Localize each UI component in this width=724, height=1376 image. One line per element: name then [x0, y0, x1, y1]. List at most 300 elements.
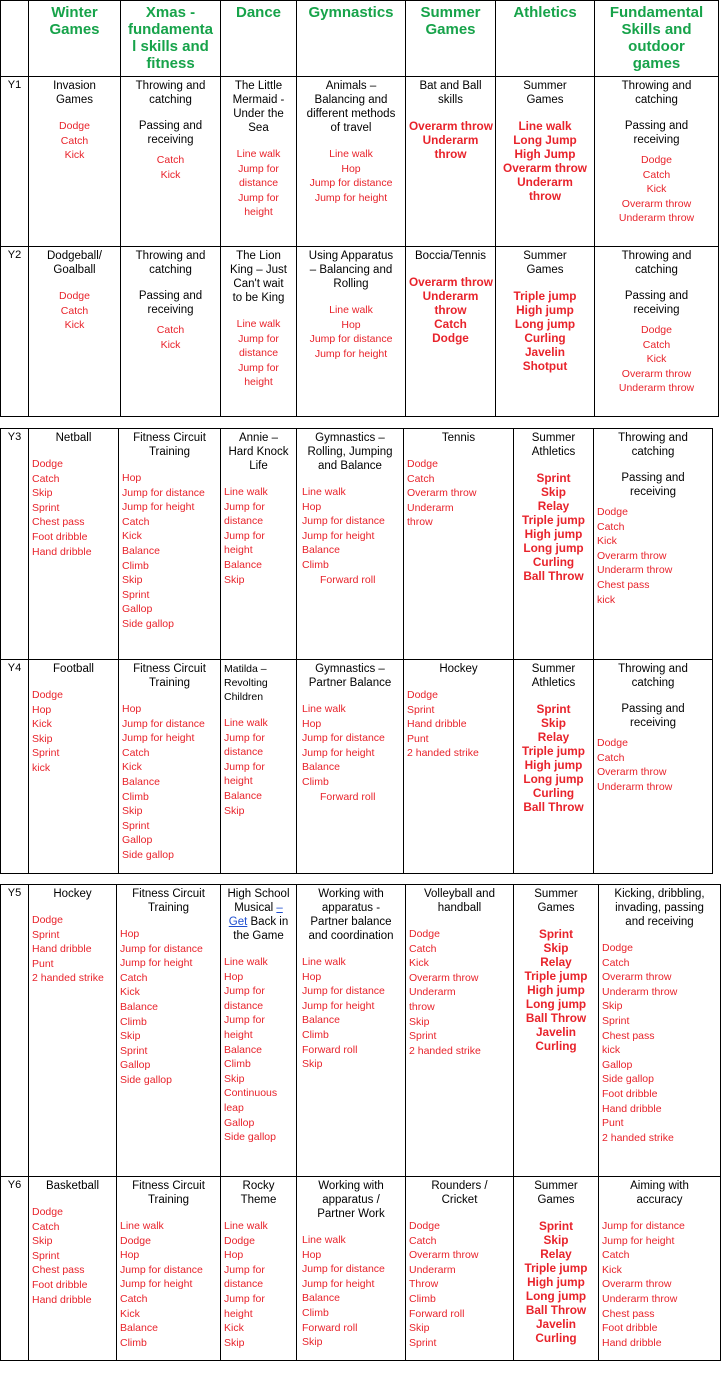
- skill-item: Chest pass: [597, 578, 650, 591]
- skill-item: throw: [409, 1000, 435, 1013]
- skill-item: Forward roll: [320, 790, 376, 803]
- skill-item: Jump for: [224, 1292, 265, 1305]
- activity-cell: [297, 247, 406, 417]
- year-row-y2: [1, 247, 719, 417]
- skill-list: [224, 1219, 293, 1350]
- skill-item: Line walk: [236, 148, 281, 160]
- skill-item: Catch: [602, 1249, 630, 1262]
- spacer: [517, 690, 590, 702]
- spacer: [32, 901, 113, 913]
- skill-item: Hop: [120, 928, 140, 940]
- skill-item: Kick: [160, 338, 181, 351]
- skill-item: Skip: [120, 1030, 141, 1043]
- subtitle-line: Passing and: [624, 120, 689, 132]
- spacer: [32, 445, 115, 457]
- activity-cell: [297, 429, 404, 660]
- skill-item: Punt: [407, 732, 429, 745]
- title-line: catching: [149, 94, 192, 106]
- skill-item: Side gallop: [602, 1073, 654, 1086]
- spacer: [300, 943, 402, 955]
- title-line: to be King: [232, 292, 285, 304]
- activity-title: [598, 79, 715, 107]
- skill-item: Jump for height: [602, 1234, 675, 1247]
- skill-item: Line walk: [329, 148, 373, 160]
- activity-title: [499, 79, 591, 107]
- header-line: fundamenta: [127, 21, 213, 38]
- title-line: Throwing and: [621, 250, 692, 262]
- skill-item: throw: [434, 147, 467, 161]
- skill-list: [407, 688, 510, 761]
- skill-list: [499, 289, 591, 373]
- title-line: Training: [148, 677, 191, 689]
- title-line: Goalball: [53, 264, 96, 276]
- activity-subtitle: [598, 289, 715, 317]
- skill-item: Hop: [341, 318, 361, 331]
- skill-item: High jump: [527, 983, 585, 997]
- skill-item: Overarm throw: [597, 549, 667, 562]
- year-label: Y4: [1, 660, 29, 874]
- title-line: Invasion: [53, 80, 96, 92]
- skill-item: Throw: [409, 1278, 439, 1291]
- header-line: Gymnastics: [308, 4, 394, 21]
- activity-title: [300, 1179, 402, 1221]
- skill-item: Catch: [60, 134, 89, 147]
- skill-item: High Jump: [514, 147, 576, 161]
- title-line: Boccia/Tennis: [415, 250, 486, 262]
- activity-cell: [404, 660, 514, 874]
- activity-title: [409, 1179, 510, 1207]
- skill-item: Jump for: [238, 162, 279, 175]
- skill-item: Forward roll: [302, 1321, 358, 1334]
- skill-item: Hop: [302, 970, 322, 983]
- skill-list: [300, 702, 400, 804]
- skill-item: Curling: [535, 1331, 577, 1345]
- skill-item: Gallop: [122, 834, 153, 847]
- title-line: accuracy: [636, 1194, 683, 1206]
- activity-subtitle: [598, 119, 715, 147]
- activity-title: [120, 887, 217, 915]
- skill-item: Underarm throw: [602, 1292, 678, 1305]
- skill-item: Overarm throw: [597, 766, 667, 779]
- spacer: [409, 263, 492, 275]
- skill-item: Skip: [122, 805, 143, 818]
- skill-item: Dodge: [224, 1234, 255, 1247]
- skill-list: [120, 927, 217, 1088]
- spacer: [124, 277, 217, 289]
- skill-list: [409, 1219, 510, 1350]
- activity-cell: [117, 885, 221, 1177]
- header-winter-games: [29, 1, 121, 77]
- title-line: Using Apparatus: [308, 250, 394, 262]
- skill-list: [409, 927, 510, 1058]
- skill-item: Jump for distance: [120, 942, 203, 955]
- title-line: Animals –: [325, 80, 377, 92]
- activity-title: [300, 431, 400, 473]
- skill-item: Jump for: [224, 1014, 265, 1027]
- activity-title: [517, 662, 590, 690]
- skill-item: Balance: [120, 1000, 158, 1013]
- skill-item: Jump for height: [120, 1278, 193, 1291]
- skill-item: Balance: [302, 544, 340, 557]
- year-label: Y1: [1, 77, 29, 247]
- skill-item: Underarm throw: [597, 780, 673, 793]
- subtitle-line: receiving: [629, 717, 677, 729]
- skill-item: Side gallop: [122, 617, 174, 630]
- skill-item: Gallop: [122, 603, 153, 616]
- skill-item: Hand dribble: [32, 943, 92, 956]
- title-line: Volleyball and: [424, 888, 495, 900]
- skill-item: Sprint: [409, 1336, 437, 1349]
- title-line: Summer: [534, 1180, 578, 1192]
- skill-item: Hop: [32, 703, 52, 716]
- subtitle-line: receiving: [147, 304, 194, 316]
- skill-item: Underarm throw: [602, 985, 678, 998]
- spacer: [224, 135, 293, 147]
- skill-item: Jump for height: [120, 957, 193, 970]
- title-line: Hockey: [53, 888, 92, 900]
- activity-title: [32, 1179, 113, 1193]
- skill-item: Line walk: [302, 703, 346, 715]
- title-line: Partner balance: [310, 916, 392, 928]
- skill-item: 2 handed strike: [32, 972, 104, 985]
- skill-list: [224, 485, 293, 587]
- skill-item: Triple jump: [524, 969, 588, 983]
- skill-item: distance: [238, 177, 279, 190]
- header-line: Games: [49, 21, 100, 38]
- skill-item: Overarm throw: [602, 971, 672, 984]
- skill-item: Gallop: [224, 1116, 255, 1129]
- activity-cell: [121, 77, 221, 247]
- skill-item: Catch: [642, 338, 671, 351]
- activity-subtitle: [597, 702, 709, 730]
- skill-item: Overarm throw: [409, 275, 493, 289]
- skill-item: Curling: [535, 1039, 577, 1053]
- year-row-y6: [1, 1177, 721, 1361]
- subtitle-line: Passing and: [621, 703, 685, 715]
- spacer: [407, 445, 510, 457]
- skill-item: Line walk: [120, 1220, 164, 1232]
- skill-item: Relay: [537, 499, 570, 513]
- skill-item: Chest pass: [32, 1264, 85, 1277]
- activity-cell: [117, 1177, 221, 1361]
- activity-cell: [595, 77, 719, 247]
- skill-item: height: [224, 1028, 253, 1041]
- spacer: [517, 459, 590, 471]
- title-line: Training: [147, 902, 190, 914]
- activity-cell: [221, 1177, 297, 1361]
- skill-item: Line walk: [302, 486, 346, 498]
- title-line: Games: [55, 94, 94, 106]
- skill-item: Sprint: [122, 588, 150, 601]
- skill-item: Line walk: [224, 486, 268, 498]
- spacer: [122, 459, 217, 471]
- skill-item: Jump for height: [122, 732, 195, 745]
- activity-title: [517, 887, 595, 915]
- activity-title: [602, 1179, 717, 1207]
- title-line: of travel: [330, 122, 372, 134]
- skill-item: Balance: [302, 1292, 340, 1305]
- title-line: Throwing and: [618, 663, 688, 675]
- activity-cell: [221, 885, 297, 1177]
- skill-item: Forward roll: [302, 1043, 358, 1056]
- skill-item: Sprint: [32, 1249, 60, 1262]
- activity-cell: [496, 247, 595, 417]
- title-line: Summer: [523, 250, 567, 262]
- skill-item: Foot dribble: [32, 530, 88, 543]
- activity-title: [300, 79, 402, 135]
- title-line: Partner Work: [317, 1208, 385, 1220]
- skill-item: distance: [224, 746, 264, 759]
- skill-item: 2 handed strike: [409, 1044, 481, 1057]
- curriculum-table-y5-y6: [0, 884, 721, 1361]
- title-line: skills: [438, 94, 463, 106]
- skill-item: distance: [224, 515, 264, 528]
- spacer: [300, 473, 400, 485]
- title-line: Rocky: [242, 1180, 275, 1192]
- skill-item: Dodge: [32, 914, 63, 926]
- activity-title: [32, 249, 117, 277]
- spacer: [409, 1207, 510, 1219]
- skill-item: Hop: [341, 162, 361, 175]
- skill-list: [517, 927, 595, 1053]
- skill-list: [597, 505, 709, 607]
- skill-item: Hop: [302, 717, 322, 730]
- header-line: Games: [425, 21, 476, 38]
- skill-item: Kick: [120, 986, 140, 999]
- skill-item: Catch: [120, 971, 148, 984]
- spacer: [124, 107, 217, 119]
- spacer: [32, 277, 117, 289]
- title-line: Games: [537, 1194, 575, 1206]
- skill-item: Catch: [434, 317, 467, 331]
- skill-item: Sprint: [536, 702, 571, 716]
- title-line: Bat and Ball: [419, 80, 482, 92]
- skill-item: Line walk: [302, 1234, 346, 1246]
- year-row-y1: [1, 77, 719, 247]
- skill-item: Forward roll: [409, 1307, 465, 1320]
- skill-item: Overarm throw: [409, 971, 479, 984]
- skill-item: Catch: [409, 942, 437, 955]
- activity-title: [517, 431, 590, 459]
- skill-list: [300, 1233, 402, 1350]
- title-line: – Balancing and: [309, 264, 393, 276]
- activity-cell: [29, 247, 121, 417]
- title-line: apparatus -: [321, 902, 381, 914]
- header-summer-games: [406, 1, 496, 77]
- skill-item: Dodge: [59, 290, 90, 302]
- skill-item: Hand dribble: [32, 545, 92, 558]
- skill-item: Underarm: [517, 175, 573, 189]
- header-xmas: [121, 1, 221, 77]
- title-line: Basketball: [45, 1180, 100, 1192]
- title-line: different methods: [306, 108, 396, 120]
- spacer: [224, 943, 293, 955]
- spacer: [300, 135, 402, 147]
- skill-item: Line walk: [224, 1220, 268, 1232]
- curriculum-table-y3-y4: [0, 428, 713, 874]
- skill-item: Catch: [122, 746, 150, 759]
- skill-item: Overarm throw: [621, 367, 692, 380]
- skill-item: Jump for height: [314, 191, 388, 204]
- activity-title: [224, 431, 293, 473]
- year-row-y3: [1, 429, 713, 660]
- skill-item: Jump for height: [302, 529, 375, 542]
- title-line: invading, passing: [615, 902, 704, 914]
- title-line: Fitness Circuit: [132, 1180, 205, 1192]
- skill-item: Relay: [540, 955, 572, 969]
- title-line: Summer: [531, 432, 576, 444]
- skill-item: Underarm: [407, 501, 454, 514]
- title-line: apparatus /: [322, 1194, 380, 1206]
- activity-title: [300, 249, 402, 291]
- title-line: and coordination: [308, 930, 394, 942]
- skill-list: [32, 457, 115, 559]
- skill-item: Hand dribble: [407, 718, 467, 731]
- skill-list: [597, 736, 709, 794]
- skill-item: Dodge: [597, 506, 628, 518]
- skill-item: Punt: [602, 1117, 624, 1130]
- skill-item: Catch: [32, 472, 60, 485]
- skill-item: Relay: [540, 1247, 572, 1261]
- skill-item: Long jump: [523, 541, 584, 555]
- spacer: [122, 690, 217, 702]
- title-line: Athletics: [531, 677, 576, 689]
- skill-item: Gallop: [120, 1059, 151, 1072]
- activity-cell: [29, 660, 119, 874]
- skill-item: Balance: [224, 1043, 262, 1056]
- skill-item: Hop: [224, 970, 244, 983]
- skill-list: [300, 303, 402, 361]
- spacer: [32, 107, 117, 119]
- skill-item: Jump for distance: [302, 1263, 385, 1276]
- title-line: Mermaid -: [232, 94, 285, 106]
- title-line: Under the: [233, 108, 284, 120]
- skill-item: Jump for: [238, 332, 279, 345]
- spacer: [602, 929, 717, 941]
- skill-list: [124, 323, 217, 352]
- skill-item: Jump for height: [122, 501, 195, 514]
- title-line: Rolling: [333, 278, 369, 290]
- skill-item: Sprint: [538, 927, 574, 941]
- title-line: Can't wait: [233, 278, 284, 290]
- skill-list: [32, 1205, 113, 1307]
- skill-item: Catch: [120, 1292, 148, 1305]
- title-line: Athletics: [531, 446, 576, 458]
- spacer: [499, 277, 591, 289]
- skill-item: Skip: [409, 1015, 430, 1028]
- spacer: [598, 277, 715, 289]
- skill-item: height: [244, 206, 273, 219]
- skill-item: Underarm: [422, 289, 479, 303]
- skill-item: Kick: [602, 1263, 622, 1276]
- title-line: Summer: [534, 888, 578, 900]
- skill-item: Hand dribble: [602, 1102, 662, 1115]
- skill-item: Ball Throw: [525, 1011, 587, 1025]
- skill-list: [32, 289, 117, 333]
- skill-item: Line walk: [518, 119, 572, 133]
- activity-title: [120, 1179, 217, 1207]
- skill-list: [300, 147, 402, 205]
- activity-cell: [514, 429, 594, 660]
- title-line: Throwing and: [135, 80, 206, 92]
- skill-item: distance: [224, 999, 264, 1012]
- skill-item: Curling: [532, 555, 575, 569]
- activity-cell: [599, 1177, 721, 1361]
- skill-item: Jump for height: [302, 1277, 375, 1290]
- skill-item: height: [224, 775, 253, 788]
- skill-item: Javelin: [524, 345, 565, 359]
- skill-item: Climb: [302, 1306, 329, 1319]
- skill-item: Jump for: [224, 529, 265, 542]
- activity-cell: [221, 77, 297, 247]
- skill-item: Foot dribble: [602, 1322, 658, 1335]
- spacer: [597, 690, 709, 702]
- skill-list: [32, 119, 117, 163]
- title-line: The Little: [234, 80, 283, 92]
- activity-cell: [29, 77, 121, 247]
- activity-cell: [406, 77, 496, 247]
- skill-item: Skip: [543, 941, 569, 955]
- skill-item: Dodge: [641, 154, 672, 166]
- skill-item: Catch: [32, 1220, 60, 1233]
- skill-item: Long Jump: [513, 133, 577, 147]
- skill-item: Sprint: [32, 501, 60, 514]
- skill-item: Chest pass: [602, 1029, 655, 1042]
- activity-cell: [297, 1177, 406, 1361]
- skill-item: Dodge: [32, 1206, 63, 1218]
- activity-title: [124, 79, 217, 107]
- title-line: Games: [526, 94, 564, 106]
- skill-item: Foot dribble: [602, 1087, 658, 1100]
- year-row-y5: [1, 885, 721, 1177]
- activity-subtitle: [124, 119, 217, 147]
- activity-title: [32, 887, 113, 901]
- skill-item: Skip: [32, 732, 53, 745]
- skill-item: Jump for distance: [120, 1263, 203, 1276]
- title-line: and Balance: [318, 460, 382, 472]
- title-line: Throwing and: [135, 250, 206, 262]
- skill-item: Jump for: [238, 191, 279, 204]
- skill-item: Hop: [302, 500, 322, 513]
- skill-item: Skip: [409, 1322, 430, 1335]
- skill-item: Underarm: [409, 986, 456, 999]
- spacer: [224, 704, 293, 716]
- skill-item: Hop: [120, 1249, 140, 1262]
- spacer: [517, 915, 595, 927]
- skill-item: Dodge: [407, 689, 438, 701]
- skill-item: Balance: [302, 761, 340, 774]
- activity-cell: [406, 247, 496, 417]
- skill-item: Dodge: [432, 331, 469, 345]
- title-line: Revolting: [224, 677, 268, 689]
- header-line: l skills and: [132, 38, 209, 55]
- activity-cell: [404, 429, 514, 660]
- skill-item: Overarm throw: [621, 197, 692, 210]
- skill-item: Ball Throw: [523, 800, 584, 814]
- skill-item: Kick: [64, 319, 85, 332]
- skill-list: [120, 1219, 217, 1350]
- skill-item: Skip: [224, 1336, 245, 1349]
- activity-title: [224, 79, 293, 135]
- skill-item: Sprint: [538, 1219, 574, 1233]
- spacer: [224, 305, 293, 317]
- skill-item: Line walk: [302, 956, 346, 968]
- skill-item: Overarm throw: [409, 119, 493, 133]
- skill-item: Kick: [160, 168, 181, 181]
- skill-item: Balance: [302, 1014, 340, 1027]
- skill-item: kick: [602, 1044, 621, 1057]
- activity-title: [602, 887, 717, 929]
